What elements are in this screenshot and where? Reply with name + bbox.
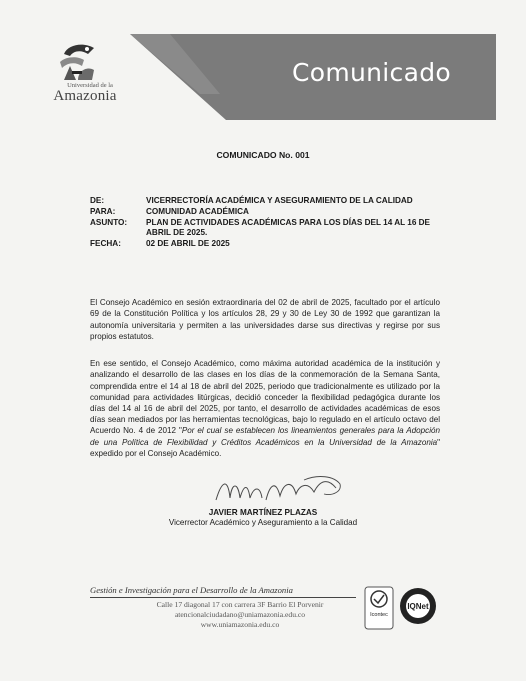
body-paragraph-1: El Consejo Académico en sesión extraordinaria del 02 de abril de 2025, facultado por el artículo 69 de la Constitución Política y los artículos 28, 29 y 30 de Ley 30 de 1992 que garantizan la autonomía universitaria y permiten a las universidades darse sus directivas y regirse por sus propios estatutos. bbox=[90, 298, 440, 341]
handwritten-signature bbox=[204, 470, 354, 510]
paragraph-2-italic-title: Por el cual se establecen los lineamientos generales para la Adopción de una Política de Flexibilidad y Créditos Académicos en la Universidad de la Amazonia bbox=[90, 426, 440, 447]
paragraph-2-text-end: " expedido por el Consejo Académico. bbox=[90, 437, 440, 458]
iqnet-certification-icon bbox=[398, 586, 438, 626]
meta-row-date bbox=[90, 239, 450, 250]
iqnet-label: IQNet bbox=[407, 602, 429, 611]
footer-address: Calle 17 diagonal 17 con carrera 3F Barrio El Porvenir bbox=[156, 600, 324, 609]
icontec-certification-icon bbox=[364, 586, 394, 630]
footer-slogan: Gestión e Investigación para el Desarrollo de la Amazonia bbox=[90, 585, 293, 595]
footer-email: atencionalciudadano@uniamazonia.edu.co bbox=[174, 610, 306, 619]
logo-text-small: Universidad de la bbox=[67, 82, 113, 89]
meta-row-subject bbox=[90, 218, 450, 240]
banner-title: Comunicado bbox=[292, 58, 451, 87]
university-logo bbox=[36, 40, 128, 108]
meta-label: PARA: bbox=[90, 206, 116, 216]
body-paragraph-2 bbox=[90, 358, 440, 459]
meta-label: ASUNTO: bbox=[90, 217, 128, 227]
meta-value: 02 DE ABRIL DE 2025 bbox=[146, 239, 230, 249]
meta-value: PLAN DE ACTIVIDADES ACADÉMICAS PARA LOS DÍAS DEL 14 AL 16 DE ABRIL DE 2025. bbox=[146, 217, 431, 238]
meta-value: VICERRECTORÍA ACADÉMICA Y ASEGURAMIENTO DE LA CALIDAD bbox=[146, 196, 413, 205]
icontec-label: Icontec bbox=[370, 612, 388, 618]
memo-header-block bbox=[90, 196, 450, 250]
meta-label: DE: bbox=[90, 196, 105, 205]
signer-name: JAVIER MARTÍNEZ PLAZAS bbox=[208, 508, 318, 517]
signer-title: Vicerrector Académico y Aseguramiento a la Calidad bbox=[168, 518, 358, 527]
meta-row-from bbox=[90, 196, 450, 207]
footer-divider bbox=[90, 597, 356, 598]
document-number: COMUNICADO No. 001 bbox=[216, 150, 310, 160]
paragraph-2-text-start: En ese sentido, el Consejo Académico, como máxima autoridad académica de la institución y analizando el desarrollo de las clases en los días de la conmemoración de la Semana Santa, comprendida entre el 14 al 18 de abril del 2025, periodo que tradicionalmente es utilizado por la comunidad para actividades litúrgicas, decidió conceder la flexibilidad pedagógica durante los días del 14 al 16 de abril del 2025, por tanto, el desarrollo de actividades académicas de esos días sean mediados por las herramientas tecnológicas, bajo lo regulado en el artículo octavo del Acuerdo No. 4 de 2012 " bbox=[90, 359, 440, 436]
toucan-logo-icon bbox=[54, 40, 104, 84]
meta-label: FECHA: bbox=[90, 239, 121, 249]
logo-text-amazonia: Amazonia bbox=[53, 88, 117, 104]
footer-website: www.uniamazonia.edu.co bbox=[200, 620, 280, 629]
meta-row-to bbox=[90, 207, 450, 218]
meta-value: COMUNIDAD ACADÉMICA bbox=[146, 206, 249, 216]
